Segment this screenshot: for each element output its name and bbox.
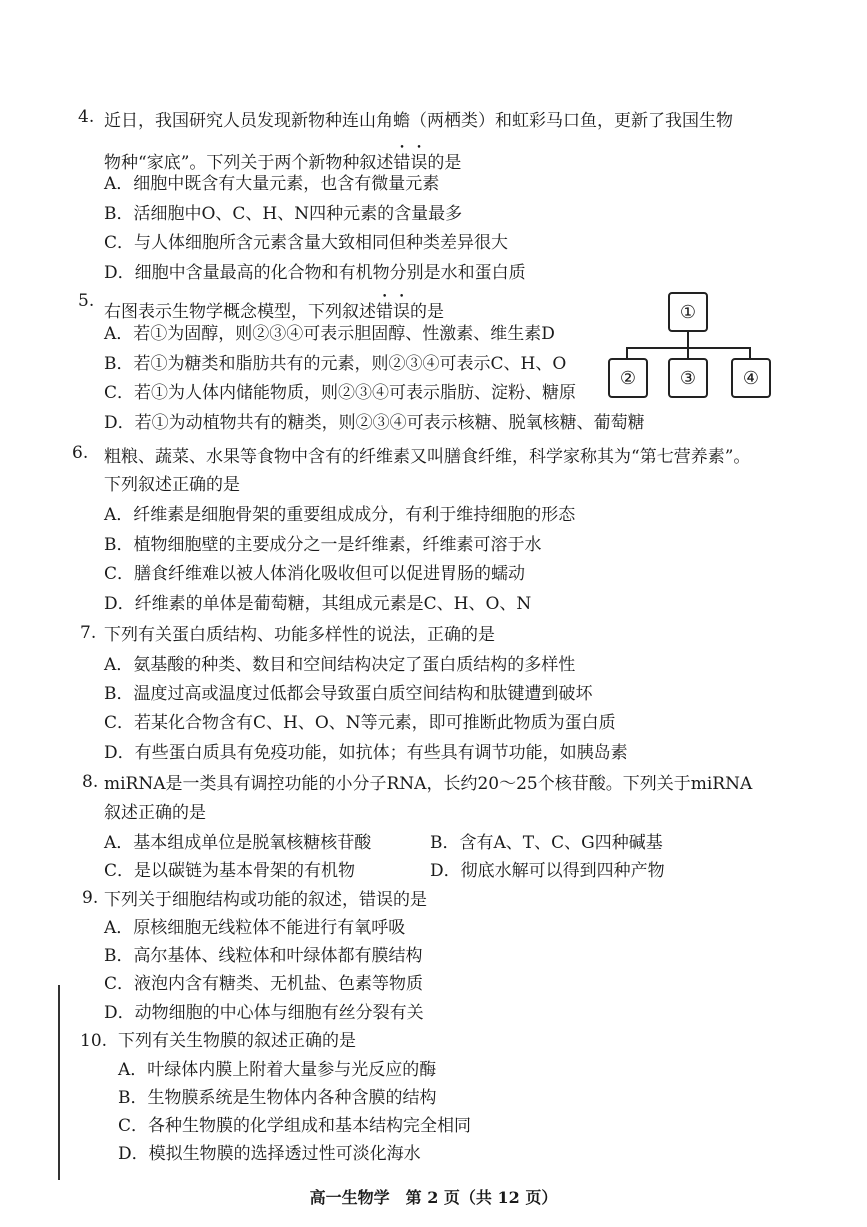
q7-number: 7. (80, 623, 97, 643)
q4-option-b: B．活细胞中O、C、H、N四种元素的含量最多 (104, 204, 463, 224)
q5-option-c: C．若①为人体内储能物质，则②③④可表示脂肪、淀粉、糖原 (104, 383, 577, 403)
q7-option-c: C．若某化合物含有C、H、O、N等元素，即可推断此物质为蛋白质 (104, 713, 616, 733)
q4-emphasis-word: 错误 (393, 153, 428, 173)
q4-stem-line1: 近日，我国研究人员发现新物种连山角蟾（两栖类）和虹彩马口鱼，更新了我国生物 (104, 111, 733, 131)
q9-option-d: D．动物细胞的中心体与细胞有丝分裂有关 (104, 1003, 424, 1023)
q6-option-a: A．纤维素是细胞骨架的重要组成成分，有利于维持细胞的形态 (104, 505, 576, 525)
q5-number: 5. (78, 291, 95, 311)
diagram-box-4: ④ (731, 358, 771, 398)
q6-stem-line1: 粗粮、蔬菜、水果等食物中含有的纤维素又叫膳食纤维，科学家称其为“第七营养素”。 (104, 447, 751, 467)
q4-number: 4. (78, 107, 95, 127)
q6-stem-line2: 下列叙述正确的是 (104, 475, 240, 495)
q5-option-d: D．若①为动植物共有的糖类，则②③④可表示核糖、脱氧核糖、葡萄糖 (104, 413, 645, 433)
q10-number: 10. (80, 1031, 108, 1051)
q10-option-b: B．生物膜系统是生物体内各种含膜的结构 (118, 1088, 437, 1108)
q10-option-c: C．各种生物膜的化学组成和基本结构完全相同 (118, 1116, 472, 1136)
q5-emphasis-word: 错误 (376, 302, 410, 322)
diagram-box-2: ② (608, 358, 648, 398)
q9-option-b: B．高尔基体、线粒体和叶绿体都有膜结构 (104, 946, 423, 966)
q8-number: 8. (82, 772, 99, 792)
q8-option-a: A．基本组成单位是脱氧核糖核苷酸 (104, 833, 372, 853)
concept-model-diagram (610, 290, 785, 400)
q5-stem-end: 的是 (410, 302, 444, 322)
q5-stem (104, 292, 444, 323)
q8-stem-line1: miRNA是一类具有调控功能的小分子RNA，长约20～25个核苷酸。下列关于miRNA (104, 774, 753, 794)
left-margin-line (58, 985, 60, 1180)
diagram-stem-line (687, 332, 689, 348)
q10-option-a: A．叶绿体内膜上附着大量参与光反应的酶 (118, 1060, 437, 1080)
q7-option-b: B．温度过高或温度过低都会导致蛋白质空间结构和肽键遭到破坏 (104, 684, 593, 704)
q6-number: 6. (72, 443, 89, 463)
diagram-box-3: ③ (668, 358, 708, 398)
q9-option-c: C．液泡内含有糖类、无机盐、色素等物质 (104, 974, 424, 994)
q5-stem-text: 右图表示生物学概念模型，下列叙述 (104, 302, 376, 322)
q6-option-c: C．膳食纤维难以被人体消化吸收但可以促进胃肠的蠕动 (104, 564, 526, 584)
q9-number: 9. (82, 888, 99, 908)
page-footer: 高一生物学 第 2 页（共 12 页） (309, 1188, 558, 1207)
q8-option-b: B．含有A、T、C、G四种碱基 (430, 833, 663, 853)
q7-option-a: A．氨基酸的种类、数目和空间结构决定了蛋白质结构的多样性 (104, 655, 576, 675)
q7-option-d: D．有些蛋白质具有免疫功能，如抗体；有些具有调节功能，如胰岛素 (104, 743, 628, 763)
q10-option-d: D．模拟生物膜的选择透过性可淡化海水 (118, 1144, 421, 1164)
q8-option-c: C．是以碳链为基本骨架的有机物 (104, 861, 356, 881)
q4-option-d: D．细胞中含量最高的化合物和有机物分别是水和蛋白质 (104, 263, 526, 283)
q4-stem-end: 的是 (427, 153, 462, 173)
q4-stem-line2 (104, 143, 461, 174)
q6-option-d: D．纤维素的单体是葡萄糖，其组成元素是C、H、O、N (104, 594, 532, 614)
q7-stem: 下列有关蛋白质结构、功能多样性的说法，正确的是 (104, 625, 495, 645)
q5-option-b: B．若①为糖类和脂肪共有的元素，则②③④可表示C、H、O (104, 354, 567, 374)
q4-option-c: C．与人体细胞所含元素含量大致相同但种类差异很大 (104, 233, 509, 253)
q8-stem-line2: 叙述正确的是 (104, 803, 206, 823)
q6-option-b: B．植物细胞壁的主要成分之一是纤维素，纤维素可溶于水 (104, 535, 542, 555)
diagram-box-1: ① (668, 292, 708, 332)
q4-option-a: A．细胞中既含有大量元素，也含有微量元素 (104, 174, 440, 194)
q10-stem: 下列有关生物膜的叙述正确的是 (118, 1031, 356, 1051)
q9-option-a: A．原核细胞无线粒体不能进行有氧呼吸 (104, 918, 406, 938)
q5-option-a: A．若①为固醇，则②③④可表示胆固醇、性激素、维生素D (104, 324, 555, 344)
q4-stem-text: 物种“家底”。下列关于两个新物种叙述 (104, 153, 394, 173)
q8-option-d: D．彻底水解可以得到四种产物 (430, 861, 665, 881)
q9-stem: 下列关于细胞结构或功能的叙述，错误的是 (104, 890, 427, 910)
